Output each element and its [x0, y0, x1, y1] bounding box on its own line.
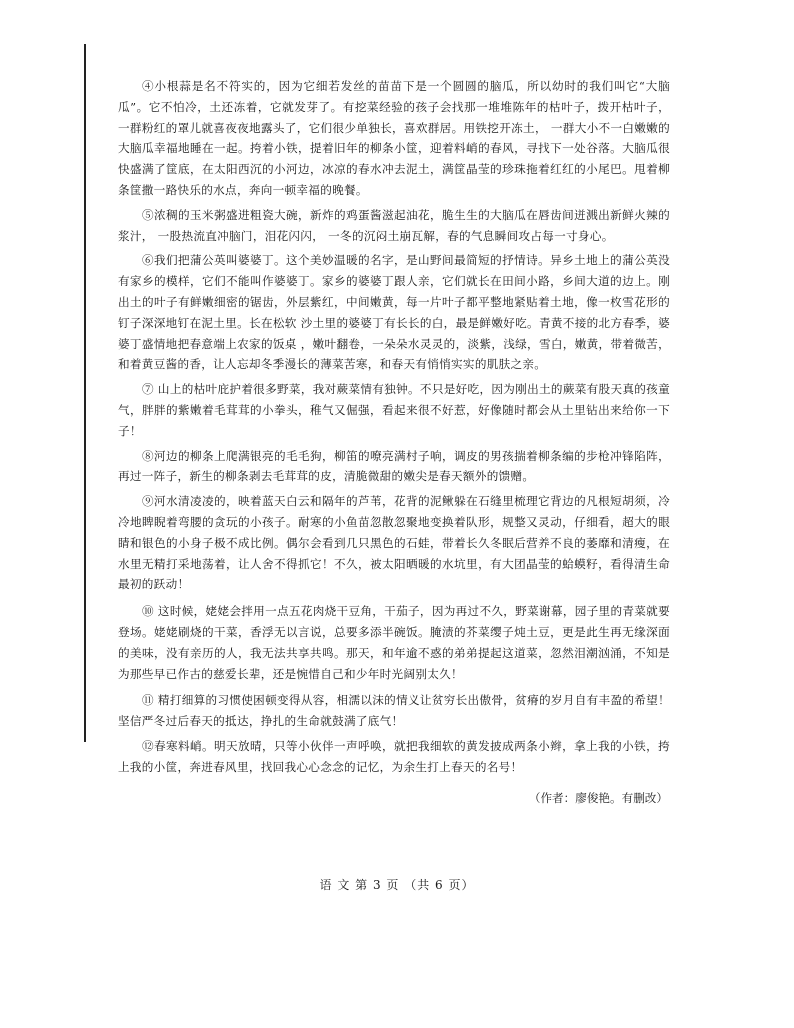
paragraph-7: ⑦ 山上的枯叶庇护着很多野菜，我对蕨菜情有独钟。不只是好吃，因为刚出土的蕨菜有股天真的孩童气，胖胖的紫嫩着毛茸茸的小拳头，稚气又倔强，看起来很不好惹，好像随时都会从土里钻出来给你一下子！ — [118, 382, 670, 438]
author-attribution: （作者：廖俊艳。有删改） — [528, 790, 668, 805]
paragraph-9: ⑨河水清凌凌的，映着蓝天白云和隔年的芦苇，花背的泥鳅躲在石缝里梳理它背边的凡根短胡须，冷冷地睥睨着弯腰的贪玩的小孩子。耐寒的小鱼苗忽散忽聚地变换着队形，规整又灵动，仔细看，超大的眼睛和银色的小身子极不成比例。偶尔会看到几只黑色的石蛙，带着长久冬眠后营养不良的萎靡和清瘦，在水里无精打采地荡着，让人舍不得抓它！不久，被太阳晒暖的水坑里，有大团晶莹的蛤蟆籽，看得清生命最初的跃动！ — [118, 494, 670, 592]
article-body — [118, 76, 670, 808]
paragraph-12: ⑫春寒料峭。明天放晴，只等小伙伴一声呼唤，就把我细软的黄发披成两条小辫，拿上我的小铁，挎上我的小筐，奔进春风里，找回我心心念念的记忆，为余生打上春天的名号！ — [118, 738, 670, 774]
paragraph-6: ⑥我们把蒲公英叫婆婆丁。这个美妙温暖的名字，是山野间最简短的抒情诗。异乡土地上的蒲公英没有家乡的模样，它们不能叫作婆婆丁。家乡的婆婆丁跟人亲，它们就长在田间小路，乡间大道的边上。刚出土的叶子有鲜嫩细密的锯齿，外层紫红，中间嫩黄，每一片叶子都平整地紧贴着土地，像一枚雪花形的钉子深深地钉在泥土里。长在松软 沙土里的婆婆丁有长长的白，最是鲜嫩好吃。青黄不接的北方春季，婆婆丁盛情地把春意端上农家的饭桌 ，嫩叶翻卷，一朵朵水灵灵的，淡紫，浅绿，雪白，嫩黄，带着微苦，和着黄豆酱的香，让人忘却冬季漫长的薄菜苦寒，和春天有悄悄实实的肌肤之亲。 — [118, 253, 670, 372]
binding-margin-line — [84, 44, 86, 742]
paragraph-5: ⑤浓稠的玉米粥盛进粗瓷大碗，新炸的鸡蛋酱滋起油花，脆生生的大脑瓜在唇齿间迸溅出新鲜火辣的浆汁， 一股热流直冲脑门，泪花闪闪， 一冬的沉闷土崩瓦解，春的气息瞬间攻占每一寸身心。 — [118, 207, 670, 243]
paragraph-4: ④小根蒜是名不符实的，因为它细若发丝的苗苗下是一个圆圆的脑瓜，所以幼时的我们叫它“大脑瓜”。它不怕冷，土还冻着，它就发芽了。有挖菜经验的孩子会找那一堆堆陈年的枯叶子，拨开枯叶子， 一群粉红的罩儿就喜夜夜地露头了，它们很少单独长，喜欢群居。用铁挖开冻土， 一群大小不一白嫩嫩的大脑瓜幸福地睡在一起。挎着小铁，提着旧年的柳条小筐，迎着料峭的春风，寻找下一处谷落。大脑瓜很快盛满了筐底，在太阳西沉的小河边，冰凉的春水冲去泥土，满筐晶莹的珍珠拖着红红的小尾巴。甩着柳条筐撒一路快乐的水点，奔向一顿幸福的晚餐。 — [118, 79, 670, 197]
page-footer: 语 文 第 3 页 （共 6 页） — [319, 878, 475, 892]
paragraph-8: ⑧河边的柳条上爬满银亮的毛毛狗，柳笛的嘹亮满村子响，调皮的男孩揣着柳条编的步枪冲锋陷阵，再过一阵子，新生的柳条剥去毛茸茸的皮，清脆微甜的嫩尖是春天额外的馈赠。 — [118, 448, 670, 484]
paragraph-10: ⑩ 这时候，姥姥会拌用一点五花肉烧干豆角，干茄子，因为再过不久，野菜谢幕，园子里的青菜就要登场。姥姥刷烧的干菜，香浮无以言说，总要多添半碗饭。腌渍的芥菜缨子炖土豆，更是此生再无缘深面的美味，没有亲历的人，我无法共享共鸣。那天，和年逾不惑的弟弟提起这道菜，忽然泪潮汹涌，不知是为那些早已作古的慈爱长辈，还是惋惜自己和少年时光阔别太久！ — [118, 604, 670, 681]
paragraph-11: ⑪ 精打细算的习惯使困顿变得从容，相濡以沫的情义让贫穷长出傲骨，贫瘠的岁月自有丰盈的希望！坚信严冬过后春天的抵达，挣扎的生命就鼓满了底气！ — [118, 693, 670, 729]
